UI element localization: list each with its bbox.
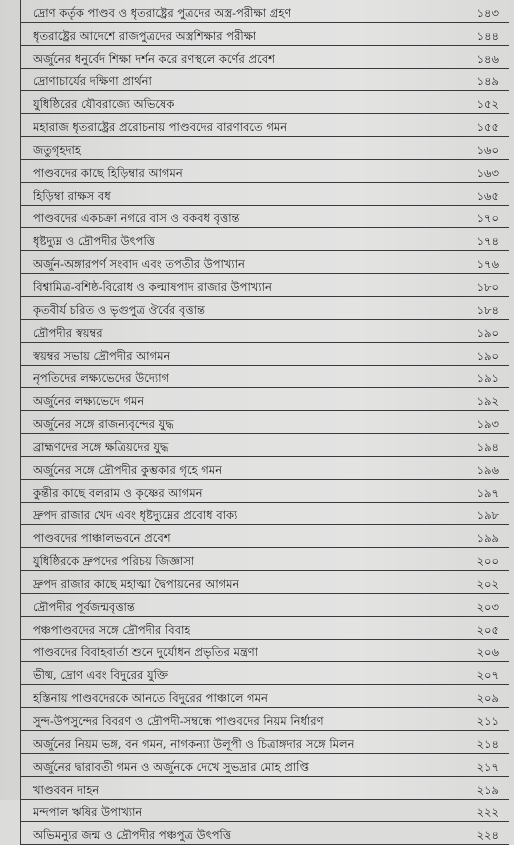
toc-row <box>21 69 509 92</box>
toc-row <box>21 434 509 457</box>
toc-entry-page-number: ২০৯ <box>476 691 499 706</box>
toc-entry-title: অর্জুনের ধনুর্বেদ শিক্ষা দর্শন করে রণস্থলে কর্ণের প্রবেশ <box>33 51 275 66</box>
toc-entry-title: দ্রৌপদীর স্বয়ম্বর <box>33 325 103 340</box>
toc-row <box>21 91 509 114</box>
toc-entry-title: ভীষ্ম, দ্রোণ এবং বিদুরের যুক্তি <box>33 668 169 683</box>
toc-row <box>21 366 509 389</box>
toc-row <box>21 160 509 183</box>
toc-entry-page-number: ২২৪ <box>476 828 499 843</box>
toc-entry-page-number: ১৪৩ <box>476 5 499 20</box>
toc-entry-page-number: ২০২ <box>476 576 499 591</box>
toc-row <box>21 480 509 503</box>
toc-entry-page-number: ১৭৪ <box>476 234 499 249</box>
toc-entry-page-number: ১৭৬ <box>476 257 499 272</box>
toc-entry-page-number: ১৪৪ <box>476 28 499 43</box>
toc-row <box>21 777 509 800</box>
toc-entry-page-number: ১৯৬ <box>476 462 499 477</box>
toc-entry-title: অর্জুন-অঙ্গারপর্ণ সংবাদ এবং তপতীর উপাখ্যান <box>33 257 245 272</box>
toc-entry-page-number: ২০৫ <box>476 622 499 637</box>
toc-entry-title: সুন্দ-উপসুন্দের বিবরণ ও দ্রৌপদী-সম্বন্ধে পাণ্ডবদের নিয়ম নির্ধারণ <box>33 714 324 728</box>
toc-entry-page-number: ২১১ <box>476 714 499 728</box>
toc-entry-title: পাণ্ডবদের কাছে হিড়িম্বার আগমন <box>33 165 183 180</box>
toc-entry-title: হস্তিনায় পাণ্ডবদেরকে আনতে বিদুরের পাঞ্চালে গমন <box>33 691 268 706</box>
toc-row <box>21 388 509 411</box>
toc-entry-page-number: ২১৯ <box>476 782 499 797</box>
toc-entry-title: মহারাজ ধৃতরাষ্ট্রের প্ররোচনায় পাণ্ডবদের বারণাবতে গমন <box>33 120 288 135</box>
toc-entry-page-number: ২০৬ <box>476 645 499 660</box>
toc-row <box>21 274 509 297</box>
toc-entry-title: মন্দপাল ঋষির উপাখ্যান <box>33 805 143 820</box>
table-of-contents <box>20 0 509 845</box>
toc-entry-page-number: ২০০ <box>476 554 499 569</box>
toc-row <box>21 708 509 731</box>
toc-entry-title: জতুগৃহদাহ <box>33 142 81 157</box>
toc-row <box>21 297 509 320</box>
toc-entry-page-number: ২১৭ <box>476 759 499 774</box>
toc-row <box>21 617 509 640</box>
toc-entry-title: হিড়িম্বা রাক্ষস বধ <box>33 188 111 203</box>
toc-row <box>21 822 509 845</box>
toc-row <box>21 685 509 708</box>
toc-row <box>21 228 509 251</box>
toc-entry-title: অভিমন্যুর জন্ম ও দ্রৌপদীর পঞ্চপুত্র উৎপত্তি <box>33 828 232 843</box>
toc-entry-page-number: ১৪৬ <box>476 51 499 66</box>
toc-entry-page-number: ১৫৫ <box>476 120 499 135</box>
toc-entry-title: যুধিষ্ঠিরের যৌবরাজ্যে অভিষেক <box>33 97 175 112</box>
toc-entry-title: কৃতবীর্য চরিত ও ভৃগুপুত্র ঔর্বের বৃত্তান্ত <box>33 302 205 317</box>
toc-entry-title: অর্জুনের দ্বারাবতী গমন ও অর্জুনকে দেখে সুভদ্রার মোহ প্রাপ্তি <box>33 759 309 774</box>
toc-entry-title: দ্রোণ কর্তৃক পাণ্ডব ও ধৃতরাষ্ট্রের পুত্রদের অস্ত্র-পরীক্ষা গ্রহণ <box>33 5 292 20</box>
toc-entry-page-number: ১৯০ <box>476 325 499 340</box>
toc-entry-page-number: ১৬৩ <box>476 165 499 180</box>
toc-entry-title: নৃপতিদের লক্ষ্যভেদের উদ্যোগ <box>33 371 170 386</box>
toc-entry-page-number: ১৮০ <box>476 279 499 294</box>
toc-entry-page-number: ১৯১ <box>476 371 499 386</box>
toc-entry-title: পাণ্ডবদের বিবাহবার্তা শুনে দুর্যোধন প্রভৃতির মন্ত্রণা <box>33 645 259 660</box>
toc-row <box>21 731 509 754</box>
toc-entry-page-number: ২০৭ <box>476 668 499 683</box>
toc-entry-title: খাণ্ডববন দাহন <box>33 782 100 797</box>
toc-row <box>21 594 509 617</box>
toc-entry-page-number: ১৮৪ <box>476 302 499 317</box>
toc-entry-title: দ্রৌপদীর পূর্বজন্মবৃত্তান্ত <box>33 599 135 614</box>
toc-entry-title: স্বয়ম্বর সভায় দ্রৌপদীর আগমন <box>33 348 171 363</box>
toc-entry-page-number: ১৯০ <box>476 348 499 363</box>
toc-row <box>21 503 509 526</box>
toc-row <box>21 46 509 69</box>
toc-row <box>21 23 509 46</box>
toc-entry-title: পঞ্চপাণ্ডবদের সঙ্গে দ্রৌপদীর বিবাহ <box>33 622 191 637</box>
toc-entry-page-number: ১৯৭ <box>476 485 499 500</box>
toc-entry-title: ব্রাহ্মণদের সঙ্গে ক্ষত্রিয়দের যুদ্ধ <box>33 439 169 454</box>
toc-entry-title: কুন্তীর কাছে বলরাম ও কৃষ্ণের আগমন <box>33 485 203 500</box>
toc-entry-title: অর্জুনের লক্ষ্যভেদে গমন <box>33 394 145 409</box>
toc-entry-page-number: ১৬০ <box>476 142 499 157</box>
toc-entry-title: দ্রুপদ রাজার কাছে মহাত্মা দ্বৈপায়নের আগমন <box>33 576 240 591</box>
toc-entry-page-number: ১৯৪ <box>476 439 499 454</box>
toc-row <box>21 754 509 777</box>
toc-entry-title: পাণ্ডবদের পাঞ্চালভবনে প্রবেশ <box>33 531 171 546</box>
toc-row <box>21 640 509 663</box>
toc-row <box>21 0 509 23</box>
toc-entry-title: যুধিষ্ঠিরকে দ্রুপদের পরিচয় জিজ্ঞাসা <box>33 554 195 569</box>
toc-entry-page-number: ১৯৩ <box>476 417 499 432</box>
toc-entry-title: পাণ্ডবদের একচক্রা নগরে বাস ও বকবধ বৃত্তান্ত <box>33 211 240 226</box>
toc-row <box>21 251 509 274</box>
toc-entry-title: দ্রোণাচার্যের দক্ষিণা প্রার্থনা <box>33 74 152 89</box>
toc-entry-title: ধৃতরাষ্ট্রের আদেশে রাজপুত্রদের অস্ত্রশিক্ষার পরীক্ষা <box>33 28 257 43</box>
toc-entry-page-number: ২১৪ <box>476 736 499 751</box>
toc-row <box>21 343 509 366</box>
toc-entry-page-number: ১৪৯ <box>476 74 499 89</box>
toc-row <box>21 320 509 343</box>
toc-row <box>21 411 509 434</box>
toc-row <box>21 548 509 571</box>
toc-row <box>21 206 509 229</box>
toc-entry-page-number: ১৭০ <box>476 211 499 226</box>
toc-row <box>21 114 509 137</box>
toc-entry-page-number: ২০৩ <box>476 599 499 614</box>
toc-row <box>21 662 509 685</box>
toc-entry-title: অর্জুনের সঙ্গে দ্রৌপদীর কুম্ভকার গৃহে গমন <box>33 462 223 477</box>
toc-row <box>21 800 509 823</box>
toc-entry-page-number: ১৯৮ <box>476 508 499 523</box>
toc-entry-title: বিশ্বামিত্র-বশিষ্ঠ-বিরোধ ও কল্মাষপাদ রাজার উপাখ্যান <box>33 279 272 294</box>
toc-entry-title: অর্জুনের নিয়ম ভঙ্গ, বন গমন, নাগকন্যা উলূপী ও চিত্রাঙ্গদার সঙ্গে মিলন <box>33 736 355 751</box>
toc-entry-page-number: ২২২ <box>476 805 499 820</box>
toc-entry-page-number: ১৬৫ <box>476 188 499 203</box>
toc-row <box>21 571 509 594</box>
toc-entry-page-number: ১৫২ <box>476 97 499 112</box>
toc-row <box>21 137 509 160</box>
toc-row <box>21 183 509 206</box>
toc-entry-title: দ্রুপদ রাজার খেদ এবং ধৃষ্টদ্যুম্নের প্রবোধ বাক্য <box>33 508 238 523</box>
toc-entry-page-number: ১৯২ <box>476 394 499 409</box>
toc-entry-page-number: ১৯৯ <box>476 531 499 546</box>
toc-row <box>21 525 509 548</box>
toc-row <box>21 457 509 480</box>
toc-entry-title: অর্জুনের সঙ্গে রাজন্যবৃন্দের যুদ্ধ <box>33 417 174 432</box>
toc-entry-title: ধৃষ্টদ্যুম্ন ও দ্রৌপদীর উৎপত্তি <box>33 234 155 249</box>
